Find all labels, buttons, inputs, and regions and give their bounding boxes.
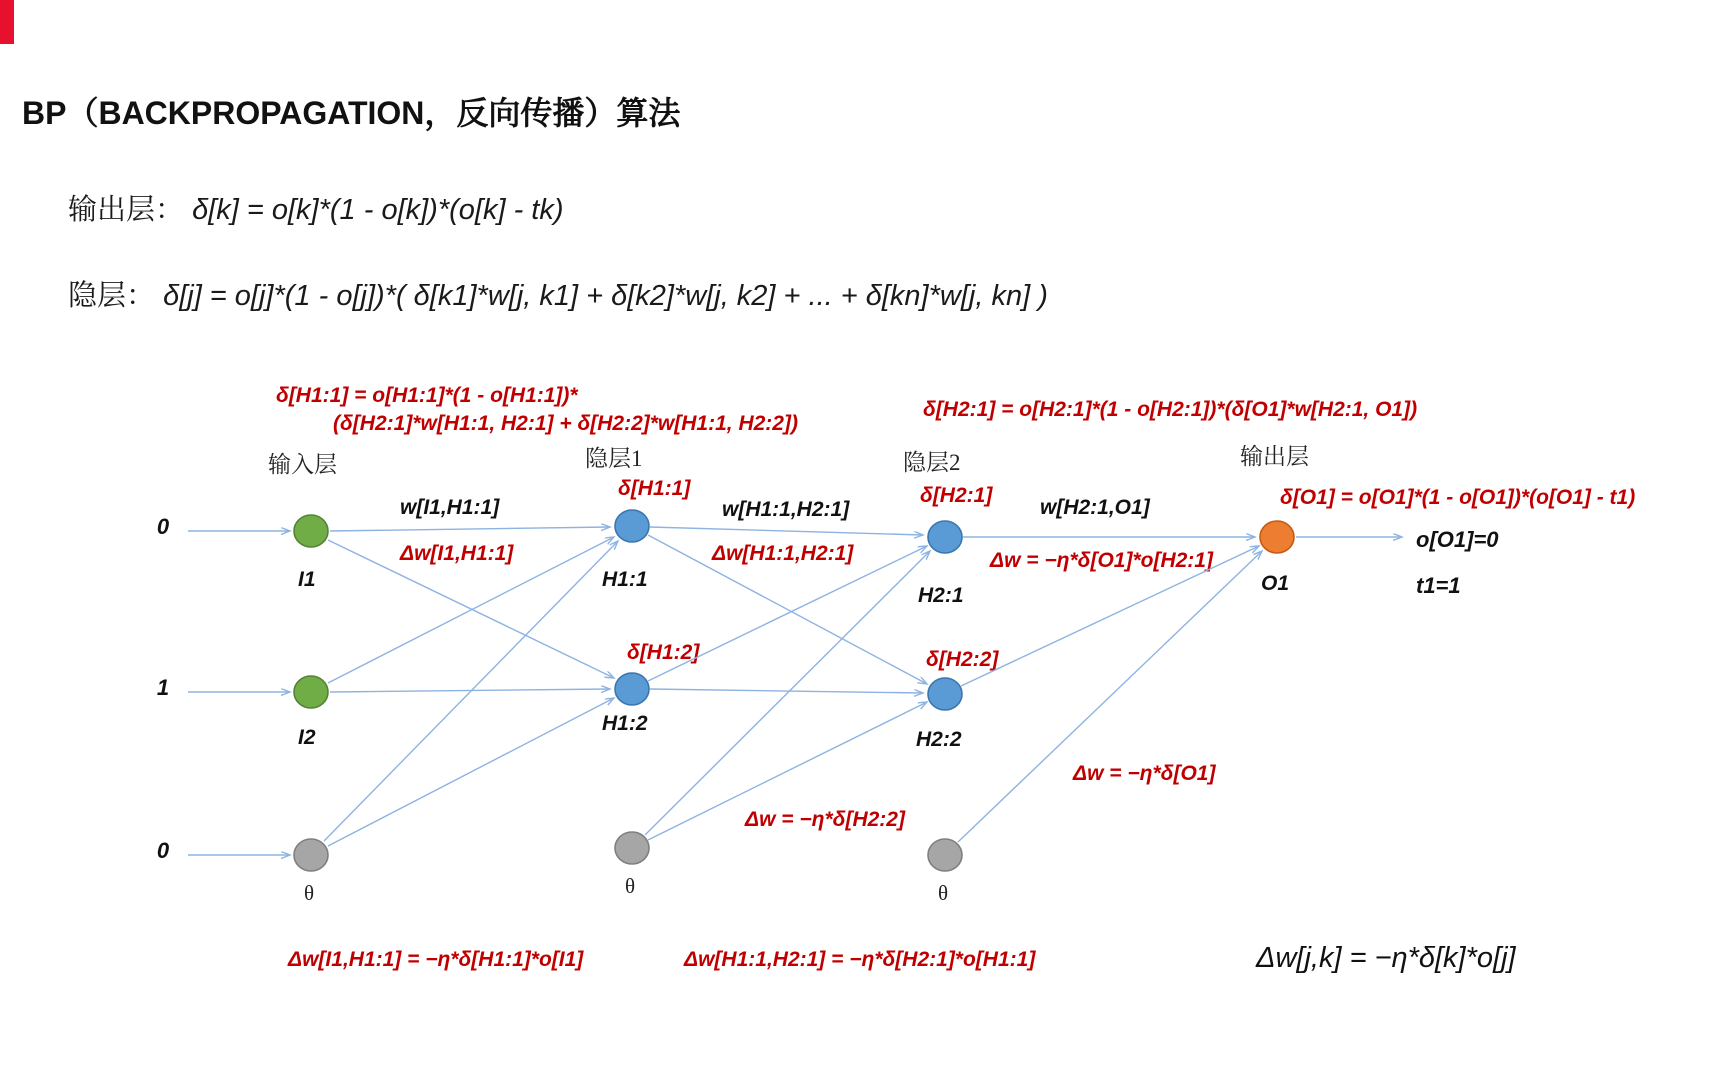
node-bias3	[928, 839, 962, 871]
edge-i1-h11	[330, 527, 610, 531]
delta-h22-tag: δ[H2:2]	[926, 648, 999, 671]
output-o-value: o[O1]=0	[1416, 527, 1499, 552]
layer-label-hidden2: 隐层2	[903, 450, 961, 475]
delta-h21-tag: δ[H2:1]	[920, 484, 993, 507]
node-label-i1: I1	[298, 568, 316, 591]
node-label-h11: H1:1	[602, 568, 648, 591]
node-o1	[1260, 521, 1294, 553]
edge-bias3-o1	[958, 551, 1262, 842]
page-title: BP（BACKPROPAGATION，反向传播）算法	[22, 95, 681, 131]
layer-label-hidden1: 隐层1	[585, 446, 643, 471]
delta-h12-tag: δ[H1:2]	[627, 641, 700, 664]
annotation-o1-formula: δ[O1] = o[O1]*(1 - o[O1])*(o[O1] - t1)	[1280, 486, 1636, 509]
bias3-theta-label: θ	[938, 881, 949, 905]
delta-h11-tag: δ[H1:1]	[618, 477, 691, 500]
bias2-theta-label: θ	[625, 874, 636, 898]
hidden-layer-formula: δ[j] = o[j]*(1 - o[j])*( δ[k1]*w[j, k1] + δ[k2]*w[j, k2] + ... + δ[kn]*w[j, kn] )	[163, 280, 1048, 312]
general-delta-rule: Δw[j,k] = −η*δ[k]*o[j]	[1256, 942, 1516, 974]
layer-label-output: 输出层	[1240, 444, 1309, 469]
annotation-h21-formula: δ[H2:1] = o[H2:1]*(1 - o[H2:1])*(δ[O1]*w[H2:1, O1])	[923, 398, 1418, 421]
bias1-theta-label: θ	[304, 881, 315, 905]
dw-h11-h21-label: Δw[H1:1,H2:1]	[712, 542, 854, 565]
edge-bias1-h12	[328, 698, 614, 846]
output-layer-formula-label: 输出层：	[68, 194, 185, 226]
network-edges	[188, 527, 1402, 855]
edge-h11-h21	[650, 527, 923, 535]
edge-bias2-h22	[648, 702, 927, 840]
node-label-h12: H1:2	[602, 712, 648, 735]
dw-bias3-o1-label: Δw = −η*δ[O1]	[1073, 762, 1216, 785]
input-value-bias: 0	[156, 838, 170, 863]
annotation-h11-line1: δ[H1:1] = o[H1:1]*(1 - o[H1:1])*	[276, 384, 578, 407]
edge-h22-o1	[961, 546, 1259, 686]
node-label-i2: I2	[298, 726, 316, 749]
dw-h21-o1-label: Δw = −η*δ[O1]*o[H2:1]	[990, 549, 1213, 572]
node-bias2	[615, 832, 649, 864]
dw-i1-h11-label: Δw[I1,H1:1]	[400, 542, 514, 565]
dw-bias2-h22-label: Δw = −η*δ[H2:2]	[745, 808, 905, 831]
node-h11	[615, 510, 649, 542]
edge-h12-h22	[650, 689, 923, 693]
node-h21	[928, 521, 962, 553]
node-h12	[615, 673, 649, 705]
input-value-middle: 1	[156, 675, 170, 700]
edge-h12-h21	[648, 546, 927, 681]
node-label-h21: H2:1	[918, 584, 964, 607]
annotation-h11-line2: (δ[H2:1]*w[H1:1, H2:1] + δ[H2:2]*w[H1:1, H2:2])	[333, 412, 798, 435]
edge-h11-h22	[648, 535, 927, 684]
weight-label-i1-h11: w[I1,H1:1]	[400, 496, 500, 519]
edge-i1-h12	[328, 540, 614, 678]
edge-i2-h11	[328, 537, 614, 683]
node-bias1	[294, 839, 328, 871]
weight-label-h11-h21: w[H1:1,H2:1]	[722, 498, 850, 521]
node-label-h22: H2:2	[916, 728, 962, 751]
bottom-annotation-h11-h21: Δw[H1:1,H2:1] = −η*δ[H2:1]*o[H1:1]	[684, 948, 1036, 971]
node-i2	[294, 676, 328, 708]
node-i1	[294, 515, 328, 547]
weight-label-h21-o1: w[H2:1,O1]	[1040, 496, 1150, 519]
input-value-top: 0	[156, 514, 170, 539]
hidden-layer-formula-label: 隐层：	[68, 280, 156, 312]
bottom-annotation-i1-h11: Δw[I1,H1:1] = −η*δ[H1:1]*o[I1]	[288, 948, 584, 971]
output-t-value: t1=1	[1416, 573, 1461, 598]
layer-label-input: 输入层	[268, 452, 337, 477]
output-layer-formula: δ[k] = o[k]*(1 - o[k])*(o[k] - tk)	[192, 194, 564, 226]
node-label-o1: O1	[1261, 572, 1290, 595]
node-h22	[928, 678, 962, 710]
